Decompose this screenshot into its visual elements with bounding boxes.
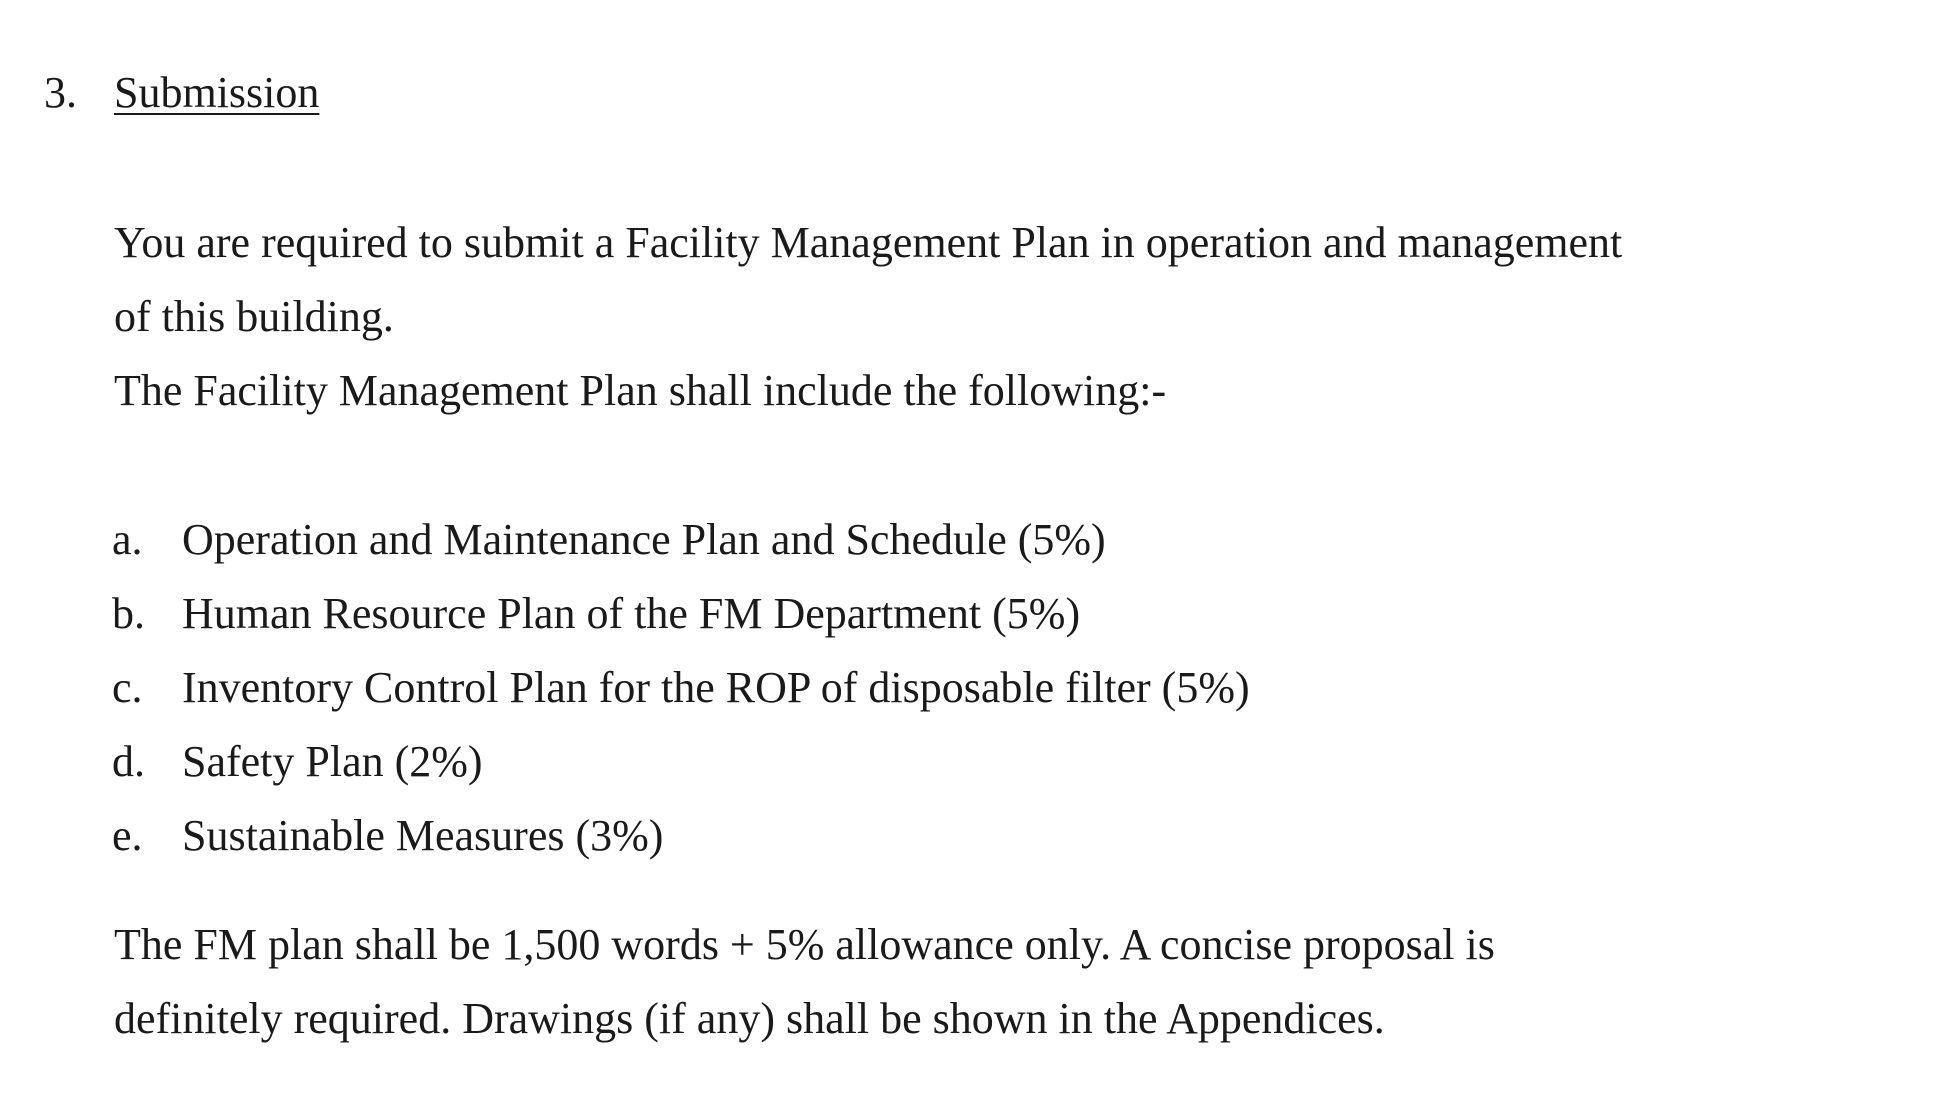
list-item-text: Inventory Control Plan for the ROP of disposable filter (5%)	[182, 663, 1250, 712]
list-item-marker: b.	[112, 589, 145, 638]
section-number: 3.	[44, 68, 77, 117]
intro-line-2: of this building.	[114, 292, 394, 341]
closing-line-1: The FM plan shall be 1,500 words + 5% allowance only. A concise proposal is	[114, 920, 1495, 969]
list-item-text: Safety Plan (2%)	[182, 737, 483, 786]
intro-line-1: You are required to submit a Facility Management Plan in operation and management	[114, 218, 1623, 267]
list-item	[112, 799, 1250, 873]
intro-paragraph	[114, 206, 1622, 354]
section-title: Submission	[114, 68, 320, 117]
list-item-text: Sustainable Measures (3%)	[182, 811, 664, 860]
list-item	[112, 503, 1250, 577]
list-item-marker: a.	[112, 515, 143, 564]
list-item-text: Human Resource Plan of the FM Department (5%)	[182, 589, 1081, 638]
list-item	[112, 651, 1250, 725]
section-heading	[44, 66, 319, 120]
lead-sentence: The Facility Management Plan shall include the following:-	[114, 366, 1167, 415]
list-item	[112, 577, 1250, 651]
list-item-text: Operation and Maintenance Plan and Schedule (5%)	[182, 515, 1106, 564]
closing-paragraph	[114, 908, 1495, 1056]
closing-line-2: definitely required. Drawings (if any) shall be shown in the Appendices.	[114, 994, 1385, 1043]
list-item-marker: d.	[112, 737, 145, 786]
list-item-marker: e.	[112, 811, 143, 860]
list-item	[112, 725, 1250, 799]
list-item-marker: c.	[112, 663, 143, 712]
requirements-list	[112, 503, 1250, 873]
